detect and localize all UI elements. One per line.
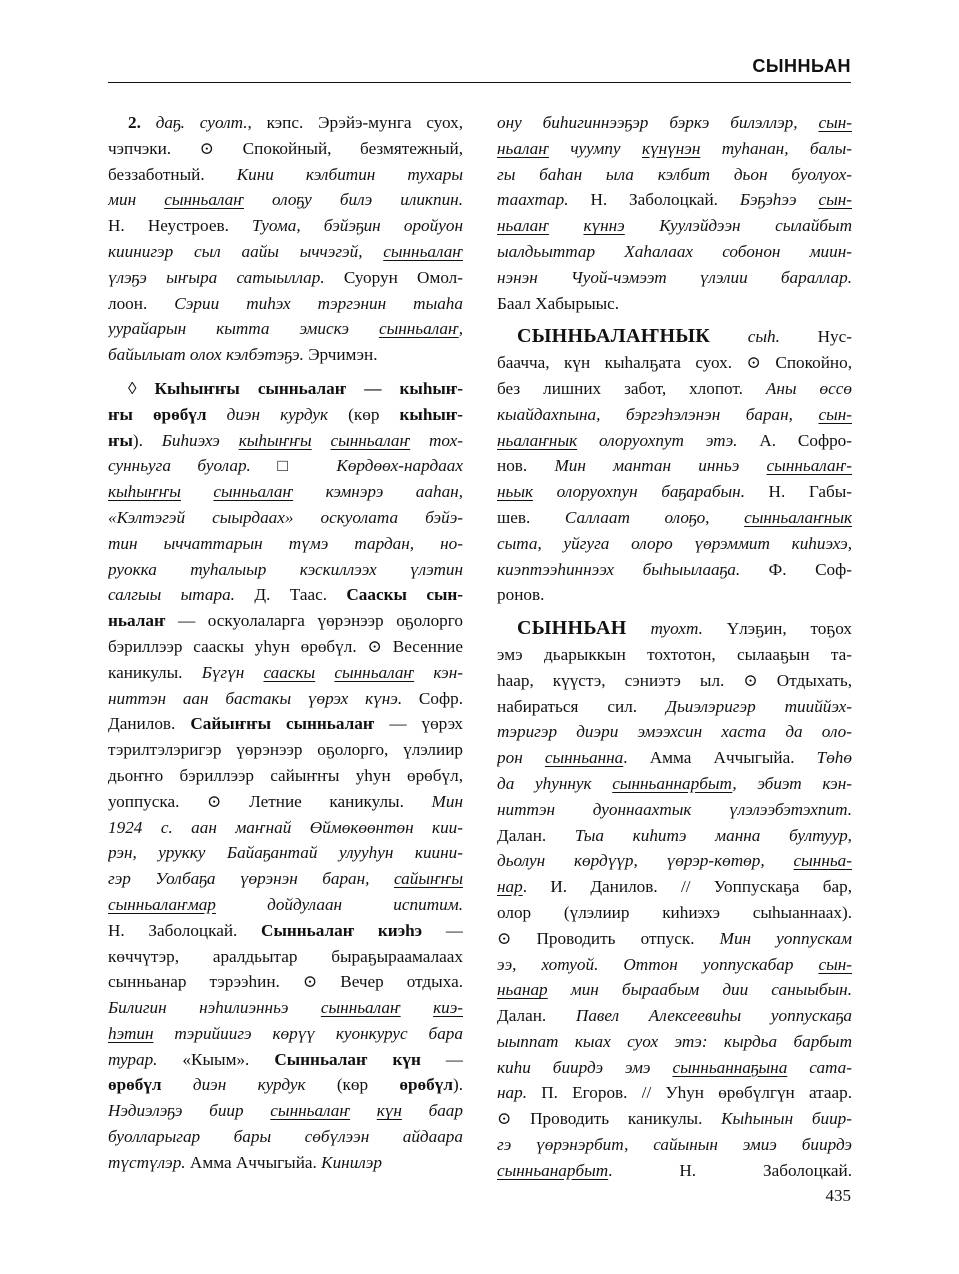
text-run: Кыһынын биир- (721, 1109, 852, 1129)
headword: 2. (128, 113, 141, 132)
text-line (108, 1047, 463, 1073)
text-run: нэнэн Чуой-чэмээт үлэлии бараллар. (497, 267, 852, 287)
text-run: Мин уоппускам (719, 928, 852, 948)
text-run: баар (401, 1101, 463, 1121)
text-line (108, 608, 463, 634)
underlined-term: сынньанна (544, 748, 624, 768)
headword: Сайыҥҥы сынньалаҥ (190, 714, 375, 734)
text-line (108, 944, 463, 970)
text-line (108, 136, 463, 162)
text-run: (көр (305, 1075, 400, 1095)
text-run: тэрилтэлэригэр үөрэнээр оҕолорго, үлэлиир (108, 740, 463, 760)
text-line (108, 110, 463, 136)
text-run: гы баһан ыла кэлбит дьон буолуох- (497, 164, 852, 184)
text-run: үлэҕэ ыҥыра сатыыллар. (108, 267, 325, 287)
text-line (108, 557, 463, 583)
underlined-term: сын- (818, 954, 852, 974)
text-run: набираться сил. (497, 696, 667, 716)
text-run: чэпчэки. ⊙ Спокойный, безмятежный, (108, 138, 463, 158)
underlined-term: сайыҥҥы (393, 869, 463, 889)
text-line (497, 376, 852, 402)
text-line (497, 479, 852, 505)
text-run: нов. (497, 456, 555, 476)
text-run: □ (250, 456, 337, 476)
text-line (108, 1124, 463, 1150)
text-run: Амма Аччыгыйа. (185, 1152, 322, 1172)
text-line (497, 453, 852, 479)
text-run: Туома, бэйэҕин оройуон (252, 216, 463, 236)
right-column (497, 110, 852, 1184)
text-run: кэн- (414, 662, 463, 682)
text-run: ⊙ Проводить каникулы. (497, 1109, 722, 1129)
text-run: Далан. (497, 1006, 576, 1026)
text-line (497, 136, 852, 162)
text-run: олоҕу билэ иликпин. (243, 190, 463, 210)
text-line (108, 265, 463, 291)
underlined-term: ньанар (497, 980, 548, 1000)
text-line (108, 711, 463, 737)
text-run: Баал Хабырыыс. (497, 293, 620, 313)
text-run: салгыы ытара. (108, 585, 235, 605)
text-run (181, 482, 213, 501)
underlined-term: ньык (497, 482, 534, 502)
text-line (108, 162, 463, 188)
text-run: 1924 с. аан маҥнай Өймөкөөнтөн кии- (108, 817, 463, 837)
text-line (108, 866, 463, 892)
text-line (497, 402, 852, 428)
text-run: — оскуолаларга үөрэнээр оҕолорго (165, 611, 463, 631)
text-run: Куулэйдээн сылайбыт (624, 216, 852, 236)
text-run: Н. Неустроев. (108, 216, 253, 236)
text-run: Саллаат олоҕо, (564, 507, 745, 527)
underlined-term: сааскы (263, 662, 316, 682)
text-run: Ф. Соф- (740, 559, 852, 579)
text-run: турар. (108, 1049, 158, 1069)
underlined-term: нар (497, 877, 523, 897)
text-line (108, 213, 463, 239)
text-run: ⊙ Проводить отпуск. (497, 928, 720, 948)
text-run: дьолун көрдүүр, үөрэр-көтөр, (497, 851, 794, 871)
text-run: Мин мантан инньэ (554, 456, 767, 476)
text-run: — (422, 920, 463, 940)
text-run: тэрийиигэ көрүү куонкурус бара (153, 1023, 463, 1043)
text-line (497, 213, 852, 239)
text-line (108, 969, 463, 995)
text-line (497, 1132, 852, 1158)
text-run: уурайарын кытта эмискэ (108, 319, 379, 339)
text-line (108, 582, 463, 608)
running-head: СЫННЬАН (752, 56, 851, 76)
text-run: һаар, күүстэ, сэниэтэ ыл. ⊙ Отдыхать, (497, 670, 852, 690)
text-run: «Кэлтэгэй сыырдаах» (108, 507, 294, 527)
underlined-term: күнүнэн (641, 138, 701, 158)
text-line (108, 1021, 463, 1047)
text-line (497, 1106, 852, 1132)
text-run: «Кыым». (157, 1049, 275, 1069)
text-run: ). (132, 430, 162, 450)
text-run: лоон. (108, 293, 175, 313)
text-run: Аны өссө (765, 378, 852, 398)
text-line (497, 324, 852, 350)
text-line (108, 453, 463, 479)
text-run: ниттэн аан бастакы үөрэх күнэ. (108, 688, 403, 708)
text-run: дьоҥҥо бэриллээр сайыҥҥы уһун өрөбүл, (108, 765, 463, 785)
text-run: олор (үлэлиир киһиэхэ сыһыаннаах). (497, 902, 852, 922)
text-run: көччүтэр, аралдьытар быраҕыраамалаах (108, 946, 463, 966)
text-run: Суорун Омол- (324, 267, 463, 287)
text-run: ). (452, 1075, 463, 1095)
text-line (108, 479, 463, 505)
text-run: Нэдиэлэҕэ биир (108, 1101, 271, 1121)
text-line (497, 187, 852, 213)
text-run: Н. Заболоцкай. (568, 190, 740, 210)
text-run: Дьиэлэригэр тииййэх- (666, 696, 852, 716)
text-line (108, 428, 463, 454)
text-run: олоруохпут этэ. (577, 430, 738, 450)
text-line (497, 557, 852, 583)
text-run: сата- (787, 1057, 852, 1077)
text-run: П. Егоров. // Уһун өрөбүлгүн атаар. (527, 1083, 852, 1103)
text-line (497, 719, 852, 745)
text-run: дойдулаан испитим. (215, 894, 463, 914)
underlined-term: сын- (818, 404, 852, 424)
text-run: Тыа киһитэ манна бултуур, (574, 825, 852, 845)
text-run: киэптээһиннээх быһыылааҕа. (497, 559, 741, 579)
text-run: (көр (328, 404, 400, 424)
underlined-term: сынньаннарбыт (612, 773, 733, 793)
text-line (497, 428, 852, 454)
text-line (497, 265, 852, 291)
underlined-term: ньалаҥнык (497, 430, 578, 450)
text-run: беззаботный. (108, 164, 237, 184)
text-run: Н. Габы- (745, 482, 852, 502)
text-line (497, 771, 852, 797)
text-run: без лишних забот, хлопот. (497, 378, 766, 398)
text-run: Бэҕэһээ (739, 190, 819, 210)
text-line (108, 316, 463, 342)
text-line (497, 926, 852, 952)
headword: ньалаҥ (108, 611, 166, 631)
text-run: . И. Данилов. // Уоппускаҕа бар, (522, 877, 852, 897)
underlined-term: һэтин (108, 1023, 154, 1043)
underlined-term: күннэ (583, 216, 625, 236)
underlined-term: кыһыҥҥы (238, 430, 312, 450)
text-line (497, 668, 852, 694)
underlined-term: ҕына (750, 1057, 788, 1077)
text-run: нар. (497, 1083, 528, 1103)
text-run: Павел Алексеевиһы уоппускаҕа (575, 1006, 852, 1026)
text-line (497, 582, 852, 608)
text-line (497, 977, 852, 1003)
text-line (497, 797, 852, 823)
headword: СЫННЬАЛАҤНЫК (517, 325, 711, 348)
text-run: даҕ. суолт. (155, 113, 248, 132)
text-line (497, 505, 852, 531)
text-run: Н. Заболоцкай. (108, 920, 262, 940)
text-line (108, 291, 463, 317)
text-run: — (420, 1049, 463, 1069)
text-run: Үлэҕин, тоҕох (702, 619, 852, 639)
text-run: , эбиэт кэн- (732, 773, 852, 793)
headword: ҥы өрөбүл (108, 404, 207, 424)
text-line (108, 918, 463, 944)
text-run (549, 216, 584, 235)
text-run: ронов. (497, 585, 545, 605)
text-run: оскуолата бэйэ- (293, 507, 463, 527)
text-run: диэн курдук (161, 1075, 306, 1095)
text-run: Софр. (402, 688, 463, 708)
text-run: ниттэн дуоннаахтык үлэлээбэтэхпит. (497, 799, 852, 819)
text-line (497, 1158, 852, 1184)
text-run: таахтар. (497, 190, 569, 210)
underlined-term: ньалаҥ (497, 138, 549, 158)
text-line (108, 505, 463, 531)
text-line (108, 763, 463, 789)
text-run: мин быраабым дии саныыбын. (547, 980, 852, 1000)
headword: Сынньалаҥ күн (274, 1049, 421, 1069)
text-line (108, 1150, 463, 1176)
text-run (350, 1101, 377, 1120)
text-run: Билигин нэһилиэнньэ (108, 998, 321, 1018)
text-run: түстүлэр. (108, 1152, 186, 1172)
text-run: кыайдахпына, бэргэһэлэнэн баран, (497, 404, 819, 424)
headword: Сааскы сын- (346, 585, 463, 605)
text-line (108, 634, 463, 660)
underlined-term: сын- (818, 190, 852, 210)
text-run (315, 663, 334, 682)
underlined-term: күн (376, 1101, 402, 1121)
underlined-term: сын- (818, 113, 852, 132)
text-line (108, 815, 463, 841)
text-run: . Н. Заболоцкай. (608, 1160, 852, 1180)
text-run: мин (108, 190, 165, 210)
underlined-term: сынньалаҥ (334, 662, 415, 682)
text-run: Бүгүн (201, 662, 264, 682)
text-run: байылыат олох кэлбэтэҕэ. (108, 345, 304, 365)
text-line (497, 1080, 852, 1106)
text-run: Көрдөөх-нардаах (336, 456, 463, 476)
headword: өрөбүл (108, 1075, 162, 1095)
underlined-term: сынньалаҥ (270, 1101, 351, 1121)
text-run: ээ, хотуой. Оттон уоппускабар (497, 954, 819, 974)
text-run: чуумпу (548, 138, 642, 158)
text-run: тох- (410, 430, 463, 450)
text-run: киһи биирдэ эмэ (497, 1057, 673, 1077)
text-run: гэ үөрэнэрбит, сайынын эмиэ биирдэ (497, 1135, 852, 1155)
underlined-term: ньалаҥ (497, 216, 549, 236)
text-run: Эрчимэн. (303, 345, 378, 365)
underlined-term: сынньалаҥмар (108, 894, 216, 914)
text-line (497, 1055, 852, 1081)
text-run: Нус- (779, 327, 852, 347)
headword: кыһыҥ- (399, 404, 463, 424)
text-run: , кэпс. Эрэйэ-мунга суох, (247, 113, 463, 132)
text-run: туохт. (626, 619, 703, 639)
text-run: диэн курдук (206, 404, 329, 424)
page-number: 435 (825, 1186, 851, 1205)
text-run: Сэрии тиһэх тэргэнин тыаһа (174, 293, 463, 313)
underlined-term: сынньалаҥ (320, 998, 401, 1018)
headword: Сынньалаҥ киэһэ (261, 920, 423, 940)
text-line (497, 823, 852, 849)
text-line (497, 900, 852, 926)
text-run: Биһиэхэ (161, 430, 239, 450)
text-line (497, 110, 852, 136)
text-run: Д. Таас. (234, 585, 347, 605)
text-run: шев. (497, 507, 565, 527)
text-line (108, 789, 463, 815)
text-line (108, 376, 463, 402)
text-run: тин ыччаттарын түмэ тардан, но- (108, 533, 463, 553)
text-run: сынньанар тэрээһин. ⊙ Вечер отдыха. (108, 972, 463, 992)
text-line (497, 1029, 852, 1055)
text-line (108, 686, 463, 712)
text-line (108, 342, 463, 368)
text-run: бэриллээр сааскы уһун өрөбүл. ⊙ Весенние (108, 636, 463, 656)
text-line (108, 840, 463, 866)
text-run: рэн, урукку Байаҕантай улууһун киини- (108, 843, 463, 863)
text-line (497, 291, 852, 317)
text-line (497, 616, 852, 642)
text-run: Кини кэлбитин тухары (236, 164, 463, 184)
text-run: руокка туһалыыр кэскиллээх үлэтин (108, 559, 463, 579)
text-run: Кинилэр (321, 1152, 382, 1172)
underlined-term: сынньанарбыт (497, 1160, 609, 1180)
text-line (497, 745, 852, 771)
text-run: . Амма Аччыгыйа. (623, 748, 817, 768)
text-run: гэр Уолбаҕа үөрэнэн баран, (108, 869, 394, 889)
text-run: А. Софро- (737, 430, 852, 450)
underlined-term: сынньалаҥ (378, 319, 459, 339)
text-line (108, 1098, 463, 1124)
text-run: Далан. (497, 825, 575, 845)
text-line (497, 874, 852, 900)
text-line (108, 531, 463, 557)
text-run: эмэ дьарыккын тохтотон, сылааҕын та- (497, 644, 852, 664)
text-run: Мин (431, 791, 463, 811)
text-run: рон (497, 748, 545, 768)
text-line (108, 892, 463, 918)
text-run: тэригэр диэри эмээхсин хаста да оло- (497, 722, 852, 742)
text-line (497, 350, 852, 376)
text-run: олоруохпун баҕарабын. (533, 482, 745, 502)
text-run: да уһуннук (497, 773, 613, 793)
text-line (497, 162, 852, 188)
text-run: туһанан, балы- (700, 138, 852, 158)
text-run: буолларыгар бары сөбүлээн айдаара (108, 1127, 463, 1147)
underlined-term: сынньалаҥ- (766, 456, 852, 476)
text-run (312, 431, 331, 450)
text-run (401, 998, 433, 1017)
text-run: киинигэр сыл аайы ыччэгэй, (108, 241, 384, 261)
text-run: — үөрэх (374, 714, 463, 734)
text-run: кэмнэрэ ааһан, (293, 482, 463, 502)
text-line (108, 187, 463, 213)
headword: СЫННЬАН (517, 617, 627, 640)
underlined-term: сынньанна (672, 1057, 751, 1077)
headword: ◊ Кыһыҥҥы сынньалаҥ — кыһыҥ- (128, 378, 463, 398)
text-line (108, 737, 463, 763)
text-run: уоппуска. ⊙ Летние каникулы. (108, 791, 432, 811)
text-run: баачча, күн кыһалҕата суох. ⊙ Спокойно, (497, 353, 852, 373)
text-line (497, 642, 852, 668)
text-run: каникулы. (108, 662, 202, 682)
text-line (497, 1003, 852, 1029)
header-rule (108, 82, 851, 83)
headword: ҥы (108, 430, 133, 450)
underlined-term: киэ- (433, 998, 463, 1018)
text-line (108, 402, 463, 428)
text-run: Данилов. (108, 714, 191, 734)
text-run: Төһө (816, 748, 852, 768)
text-line (497, 694, 852, 720)
headword: өрөбүл (399, 1075, 453, 1095)
text-run: сунньуга буолар. (108, 456, 251, 476)
text-run: ыыппат кыах суох этэ: кырдьа барбыт (497, 1031, 852, 1051)
text-line (108, 995, 463, 1021)
underlined-term: сынньа- (793, 851, 852, 871)
text-run: сыһ. (710, 327, 780, 347)
text-line (497, 531, 852, 557)
left-column (108, 110, 463, 1176)
underlined-term: сынньалаҥ (164, 190, 244, 210)
text-line (108, 239, 463, 265)
text-run (141, 113, 156, 132)
text-line (108, 1072, 463, 1098)
underlined-term: сынньалаҥ (330, 430, 411, 450)
text-line (497, 952, 852, 978)
text-line (497, 239, 852, 265)
underlined-term: сынньалаҥ (383, 241, 463, 261)
text-run: , (458, 319, 463, 339)
text-run: сыта, уйгуга олоро үөрэммит киһиэхэ, (497, 533, 852, 553)
underlined-term: сынньалаҥ (213, 482, 294, 502)
text-line (497, 848, 852, 874)
text-run: ыалдьыттар Хаһалаах собонон миин- (497, 241, 852, 261)
text-line (108, 660, 463, 686)
underlined-term: кыһыҥҥы (108, 482, 181, 502)
text-run: ону биһигиннээҕэр бэркэ билэллэр, (497, 113, 819, 132)
underlined-term: сынньалаҥнык (744, 507, 852, 527)
